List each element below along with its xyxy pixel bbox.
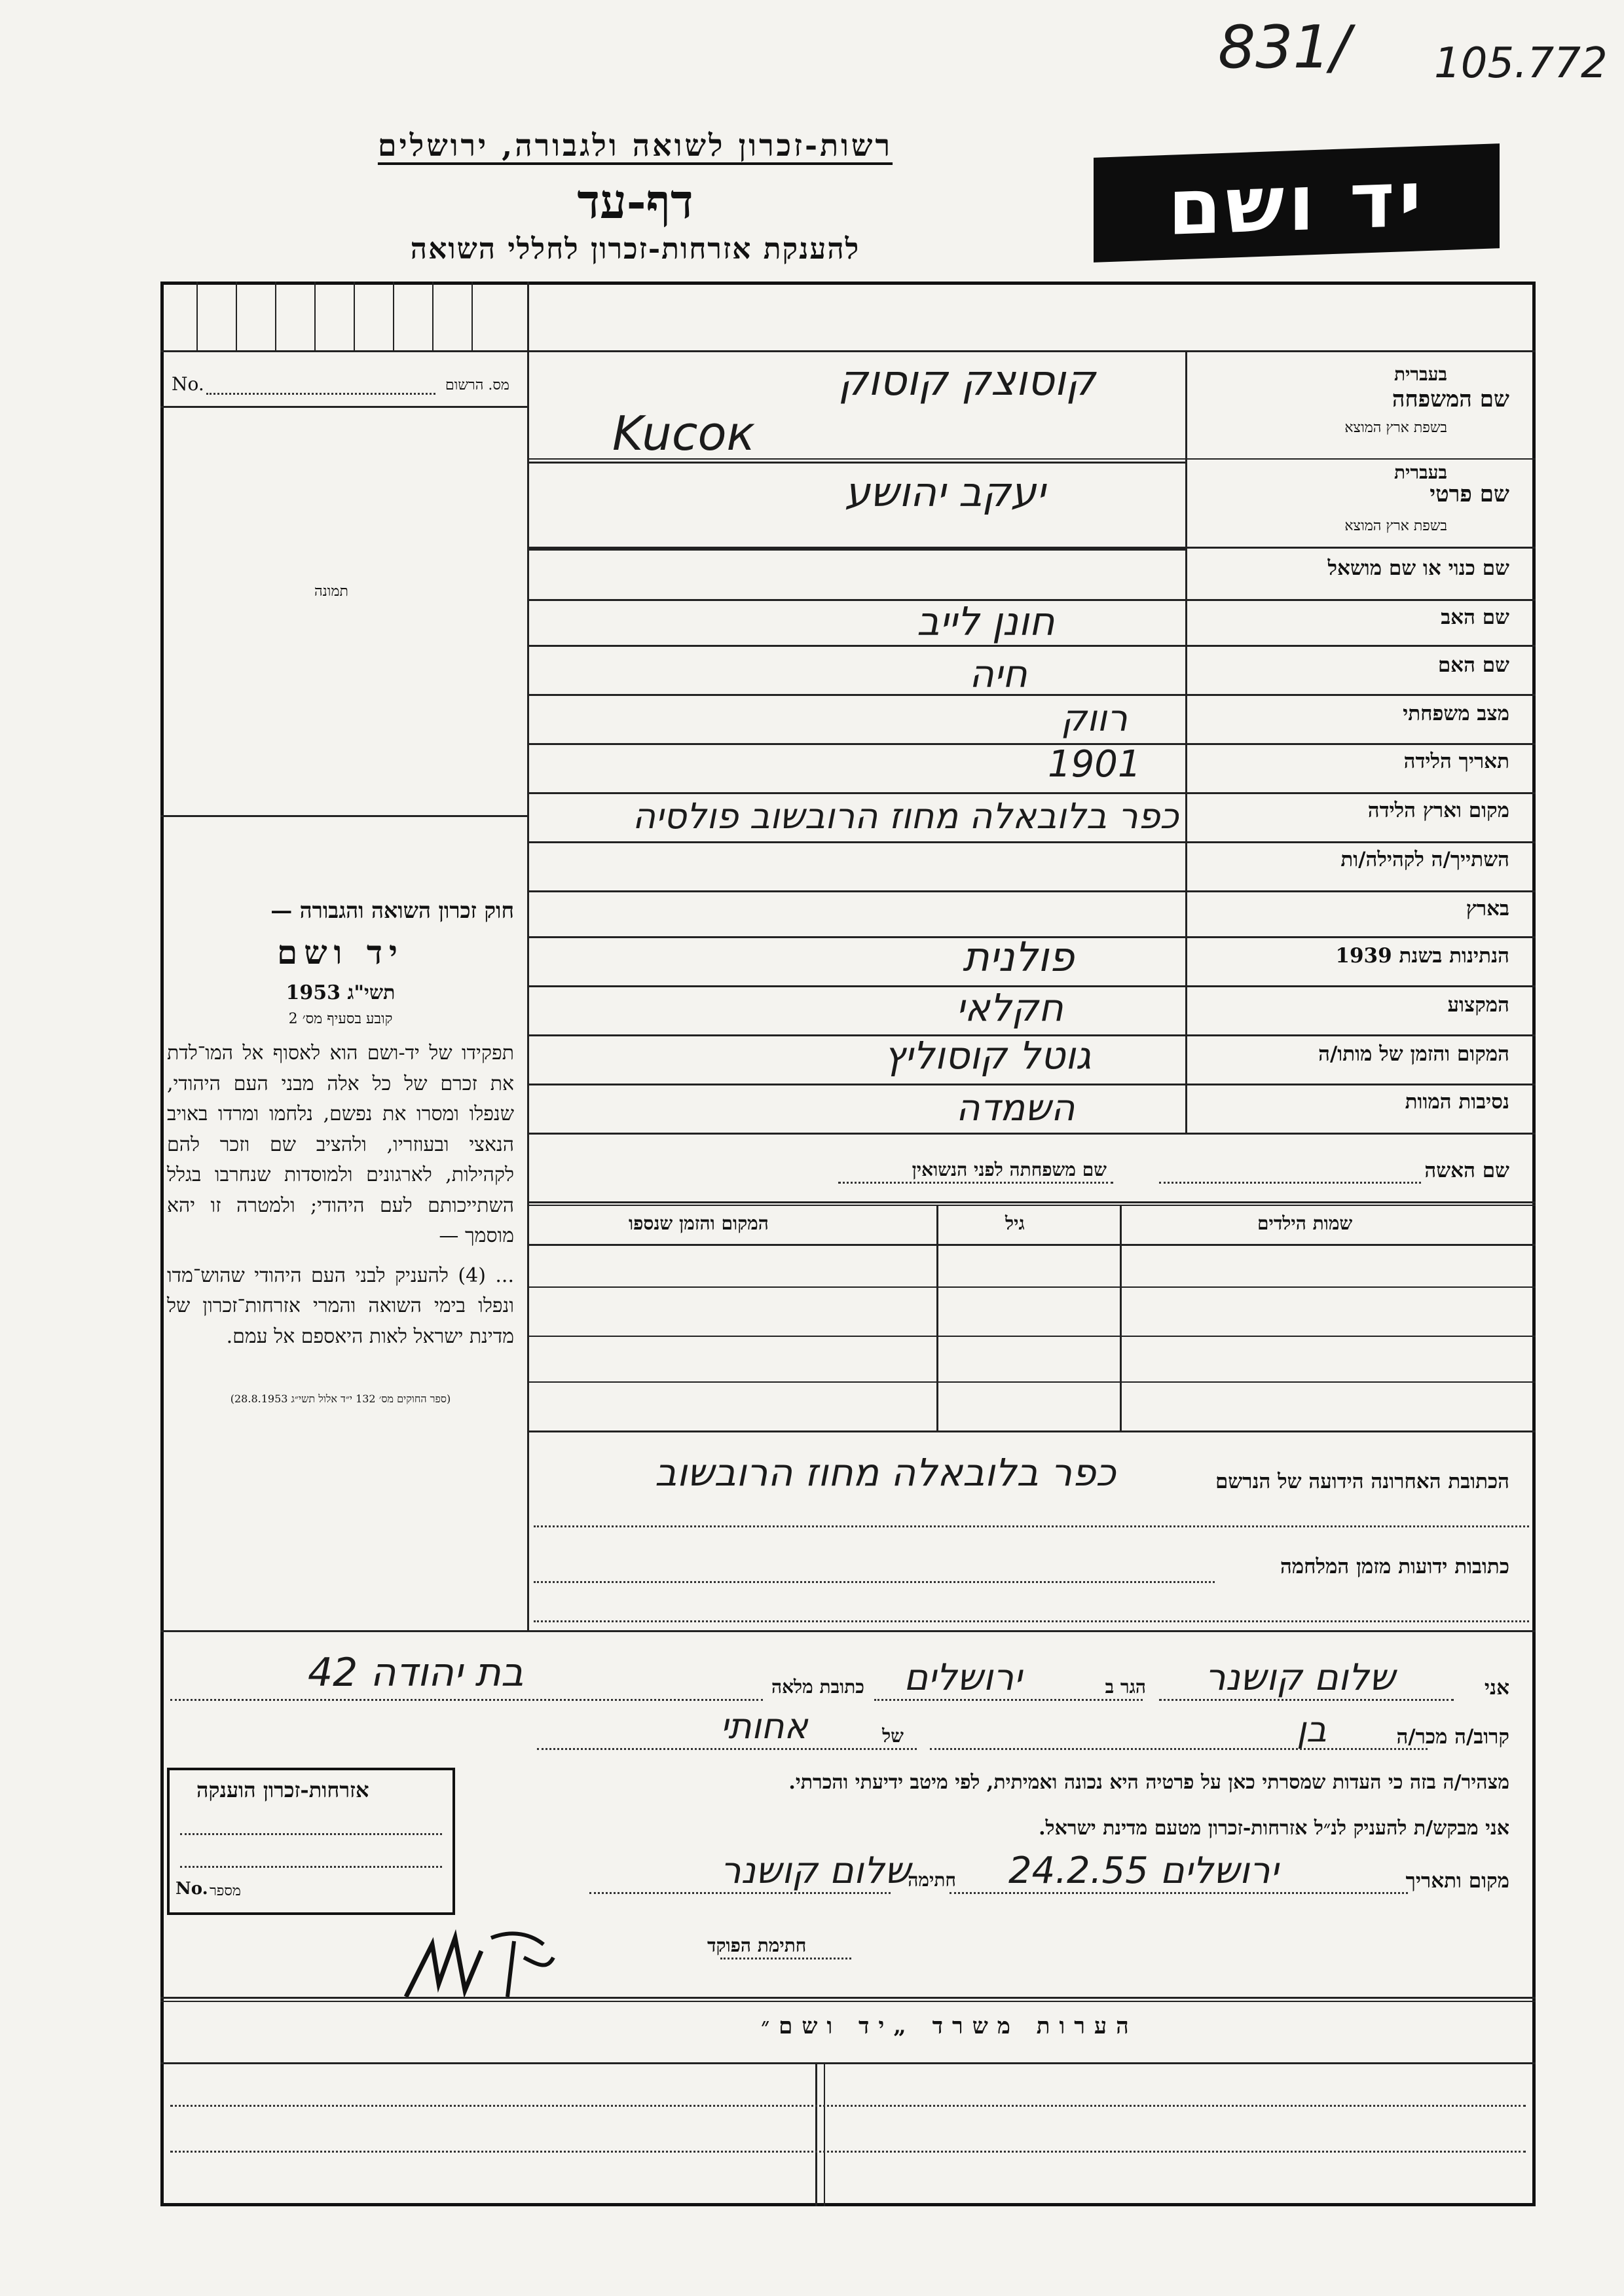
declarant-city-value[interactable]: ירושלים <box>904 1656 1022 1699</box>
family-name-hebrew-value[interactable]: קוסוצק קוסוק <box>838 357 1096 405</box>
authority-title: רשות-זכרון לשואה ולגבורה, ירושלים <box>377 128 893 163</box>
children-age-header: גיל <box>1005 1212 1025 1234</box>
nickname-label: שם כנוי או שם מושאל <box>1327 556 1509 580</box>
wife-name-label: שם האשה <box>1424 1159 1509 1182</box>
form-subtitle: להענקת אזרחות-זכרון לחללי השואה <box>410 232 860 266</box>
marital-status-label: מצב משפחתי <box>1403 702 1509 725</box>
office-notes-line <box>170 2151 1526 2153</box>
citizenship-value[interactable]: פולנית <box>963 933 1075 981</box>
father-name-label: שם האב <box>1441 606 1509 629</box>
relation-of-label: של <box>882 1725 904 1747</box>
declaration-text: מצהיר/ה בזה כי העדות שמסרתי כאן על פרטיה היא נכונה ואמיתית, לפי מיטב ידיעתי והכרתי. <box>788 1771 1509 1794</box>
archive-annotation-id: 105.772 <box>1434 39 1608 88</box>
last-address-label: הכתובת האחרונה הידועה של הנרשם <box>1215 1470 1509 1493</box>
registry-box <box>196 282 198 350</box>
wife-maiden-name-label: שם משפחתה לפני הנשואין <box>912 1159 1107 1180</box>
law-year: תשי"ג 1953 <box>286 981 396 1004</box>
declarant-resides-label: הגר ב <box>1105 1676 1146 1698</box>
law-name: יד ושם <box>277 933 404 972</box>
photo-label: תמונה <box>314 583 348 600</box>
law-excerpt <box>167 894 514 1408</box>
declarant-address-value[interactable]: בת יהודה 42 <box>308 1650 524 1696</box>
request-text: אני מבקש/ת להעניק לנ״ל אזרחות-זכרון מטעם מדינת ישראל. <box>1039 1817 1509 1840</box>
place-date-value[interactable]: ירושלים 24.2.55 <box>1008 1850 1279 1892</box>
declarant-address-label: כתובת מלאה <box>771 1676 864 1698</box>
profession-label: המקצוע <box>1447 993 1509 1017</box>
logo-text: יד ושם <box>1168 153 1426 253</box>
archive-annotation-number: 831/ <box>1218 13 1351 82</box>
signature-value[interactable]: שלום קושנר <box>720 1850 911 1892</box>
death-cause-label: נסיבות המוות <box>1405 1090 1509 1114</box>
birth-place-label: מקום וארץ הלידה <box>1367 799 1509 822</box>
family-name-native-value[interactable]: Kucoк <box>612 406 756 461</box>
page-title: דף-עד <box>577 173 693 229</box>
children-row <box>527 1381 1536 1383</box>
death-place-value[interactable]: גוטל קוסוליץ <box>884 1033 1092 1078</box>
grant-box-no-label: No. <box>175 1879 208 1899</box>
first-name-hebrew-value[interactable]: יעקב יהושע <box>845 468 1046 516</box>
declarant-name-value[interactable]: שלום קושנר <box>1205 1656 1395 1699</box>
country-label: בארץ <box>1466 897 1509 920</box>
relation-label: קרוב/ה מכר/ה <box>1396 1725 1509 1749</box>
birth-date-label: תאריך הלידה <box>1403 750 1509 773</box>
mother-name-value[interactable]: חיה <box>969 651 1027 696</box>
law-clause-text: ... (4) להעניק לבני העם היהודי שהוש־מדו ונפלו בימי השואה והמרי אזרחות־זכרון של מדינת ישראל לאות היאספם אל עמם. <box>167 1264 514 1348</box>
law-clause: קובע בסעיף מס׳ 2 <box>288 1011 393 1028</box>
last-address-value[interactable]: כפר בלובאלה מחוז הרובשוב <box>655 1450 1116 1495</box>
family-name-label: שם המשפחה <box>1392 386 1509 412</box>
birth-place-value[interactable]: כפר בלובאלה מחוז הרובשוב פולסיה <box>632 795 1179 837</box>
first-name-label: שם פרטי <box>1430 481 1509 507</box>
war-addresses-label: כתובות ידועות מזמן המלחמה <box>1280 1555 1509 1578</box>
children-names-header: שמות הילדים <box>1257 1212 1353 1234</box>
relation-of-value[interactable]: אחותי <box>720 1705 808 1747</box>
children-row <box>527 1336 1536 1337</box>
law-source: (ספר החוקים מס׳ 132 י״ד אלול תשי״ג 28.8.1953) <box>230 1393 451 1406</box>
first-name-hebrew-label: בעברית <box>1393 462 1447 483</box>
first-name-native-label: בשפת ארץ המוצא <box>1344 518 1447 534</box>
law-purpose-text: תפקידו של יד-ושם הוא לאסוף אל המו־לדת את זכרם של כל אלה מבני העם היהודי, שנפלו ומסרו את נפשם, נלחמו ומרדו באויב הנאצי ובעוזריו, ולהציב שם וזכר להם לקהילות, לארגונים ולמוסדות שנחרבו בגלל השתייכותם לעם היהודי; ולמטרה זו יהא מוסמך — <box>167 1042 514 1248</box>
registry-label: מס. הרשום <box>445 377 509 393</box>
community-label: השתייך/ה לקהילה/ות <box>1340 848 1509 871</box>
signature-label: חתימה <box>908 1869 956 1891</box>
children-row <box>527 1286 1536 1288</box>
mother-name-label: שם האם <box>1437 653 1509 677</box>
birth-date-value[interactable]: 1901 <box>1048 743 1141 786</box>
family-name-native-label: בשפת ארץ המוצא <box>1344 420 1447 436</box>
death-cause-value[interactable]: השמדה <box>956 1087 1075 1129</box>
registry-no-label: No. <box>172 373 204 395</box>
father-name-value[interactable]: חונן לייב <box>917 599 1055 645</box>
law-heading: חוק זכרון השואה והגבורה — <box>270 898 514 923</box>
children-place-header: המקום והזמן שנספו <box>629 1212 769 1234</box>
death-place-label: המקום והזמן של מותו/ה <box>1318 1042 1509 1066</box>
marital-status-value[interactable]: רווק <box>1061 697 1128 740</box>
officer-signature-label: חתימת הפוקד <box>707 1935 807 1956</box>
grant-box-number-label: מספר <box>210 1883 241 1899</box>
profession-value[interactable]: חקלאי <box>956 985 1063 1030</box>
office-notes-line <box>170 2105 1526 2107</box>
citizenship-label: הנתינות בשנת 1939 <box>1335 944 1509 968</box>
yad-vashem-logo <box>1094 143 1500 263</box>
declarant-i-label: אני <box>1484 1676 1509 1700</box>
family-name-hebrew-label: בעברית <box>1393 363 1447 385</box>
officer-signature-mark <box>393 1918 563 2010</box>
grant-box-title: אזרחות-זכרון הוענקה <box>196 1777 369 1802</box>
office-notes-title: הערות משרד „יד ושם״ <box>761 2013 1138 2039</box>
relation-value[interactable]: בן <box>1297 1709 1327 1750</box>
place-date-label: מקום ותאריך <box>1405 1869 1509 1893</box>
